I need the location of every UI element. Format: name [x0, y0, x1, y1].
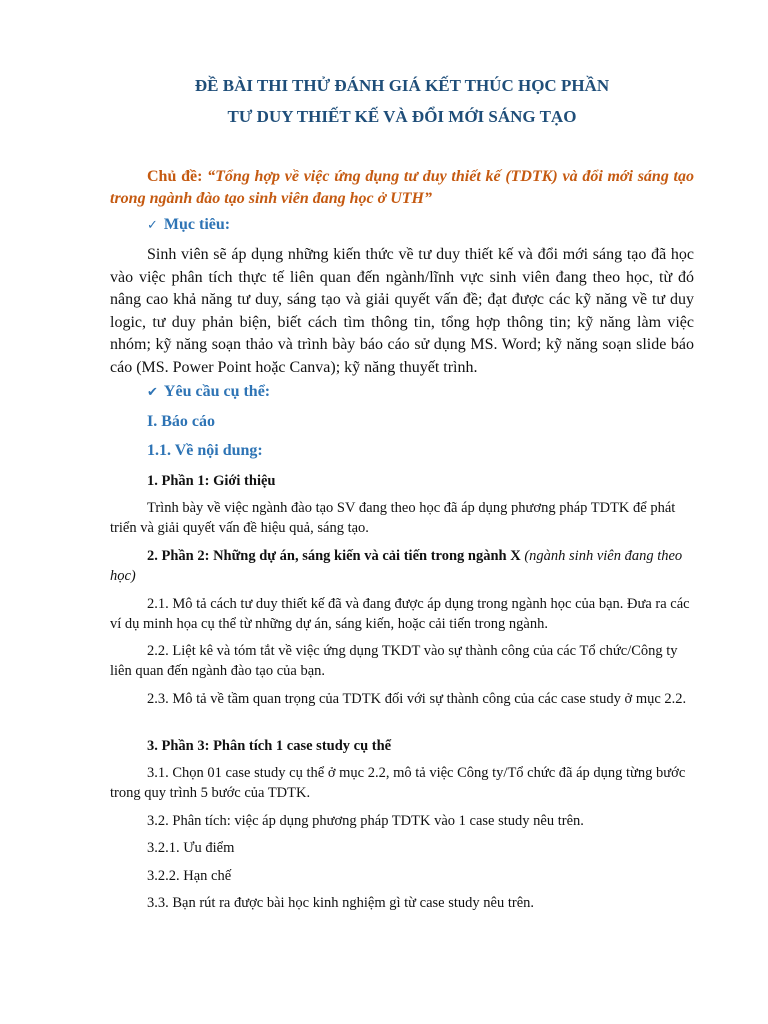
content-heading: 1.1. Về nội dung:: [147, 442, 263, 459]
requirements-heading: [147, 383, 270, 401]
part1-heading: 1. Phần 1: Giới thiệu: [147, 473, 276, 489]
part3-item-3-2-2: 3.2.2. Hạn chế: [147, 868, 232, 884]
checkmark-bold-icon: ✔: [147, 385, 158, 400]
part2-item-2-2: 2.2. Liệt kê và tóm tắt về việc ứng dụng TKDT vào sự thành công của các Tổ chức/Công ty liên quan đến ngành đào tạo của bạn.: [110, 643, 678, 679]
objective-heading: [147, 216, 230, 234]
part3-heading: 3. Phần 3: Phân tích 1 case study cụ thể: [147, 738, 392, 754]
part2-heading-paragraph: [110, 546, 694, 586]
part1-body: Trình bày về việc ngành đào tạo SV đang theo học đã áp dụng phương pháp TDTK để phát triển và giải quyết vấn đề hiệu quả, sáng tạo.: [110, 500, 676, 536]
part2-heading: 2. Phần 2: Những dự án, sáng kiến và cải tiến trong ngành X: [147, 548, 521, 564]
part3-item-3-2: 3.2. Phân tích: việc áp dụng phương pháp TDTK vào 1 case study nêu trên.: [147, 813, 584, 829]
topic-paragraph: [110, 166, 694, 210]
document-title-line-1: ĐỀ BÀI THI THỬ ĐÁNH GIÁ KẾT THÚC HỌC PHẦN: [194, 76, 610, 95]
part2-item-2-3: 2.3. Mô tả về tầm quan trọng của TDTK đối với sự thành công của các case study ở mục 2.2.: [147, 691, 687, 707]
document-title-line-2: TƯ DUY THIẾT KẾ VÀ ĐỔI MỚI SÁNG TẠO: [227, 107, 577, 126]
checkmark-icon: ✓: [147, 218, 158, 233]
part2-item-2-1: 2.1. Mô tả cách tư duy thiết kế đã và đang được áp dụng trong ngành học của bạn. Đưa ra các ví dụ minh họa cụ thể từ những dự án, sáng kiến, hoặc cải tiến trong ngành.: [110, 596, 690, 632]
part2-note: (ngành sinh viên đang theo học): [110, 548, 683, 584]
part3-item-3-2-1: 3.2.1. Ưu điểm: [147, 840, 235, 856]
objective-body: Sinh viên sẽ áp dụng những kiến thức về tư duy thiết kế và đổi mới sáng tạo đã học vào việc phân tích thực tế liên quan đến ngành/lĩnh vực sinh viên đang theo học, từ đó nâng cao khả năng tư duy, sáng tạo và giải quyết vấn đề; đạt được các kỹ năng về tư duy logic, tư duy phản biện, biết cách tìm thông tin, tổng hợp thông tin; kỹ năng làm việc nhóm; kỹ năng soạn thảo và trình bày báo cáo sử dụng MS. Word; kỹ năng soạn slide báo cáo (MS. Power Point hoặc Canva); kỹ năng thuyết trình.: [110, 246, 694, 376]
part3-item-3-3: 3.3. Bạn rút ra được bài học kinh nghiệm gì từ case study nêu trên.: [147, 895, 535, 911]
topic-text: “Tổng hợp về việc ứng dụng tư duy thiết kế (TDTK) và đổi mới sáng tạo trong ngành đào tạo sinh viên đang học ở UTH”: [110, 168, 694, 207]
objective-heading-label: Mục tiêu:: [163, 216, 231, 233]
requirements-heading-label: Yêu cầu cụ thể:: [163, 383, 271, 400]
topic-label: Chủ đề:: [147, 168, 208, 185]
part3-item-3-1: 3.1. Chọn 01 case study cụ thể ở mục 2.2, mô tả việc Công ty/Tổ chức đã áp dụng từng bước trong quy trình 5 bước của TDTK.: [110, 765, 686, 801]
report-heading: I. Báo cáo: [147, 413, 215, 430]
